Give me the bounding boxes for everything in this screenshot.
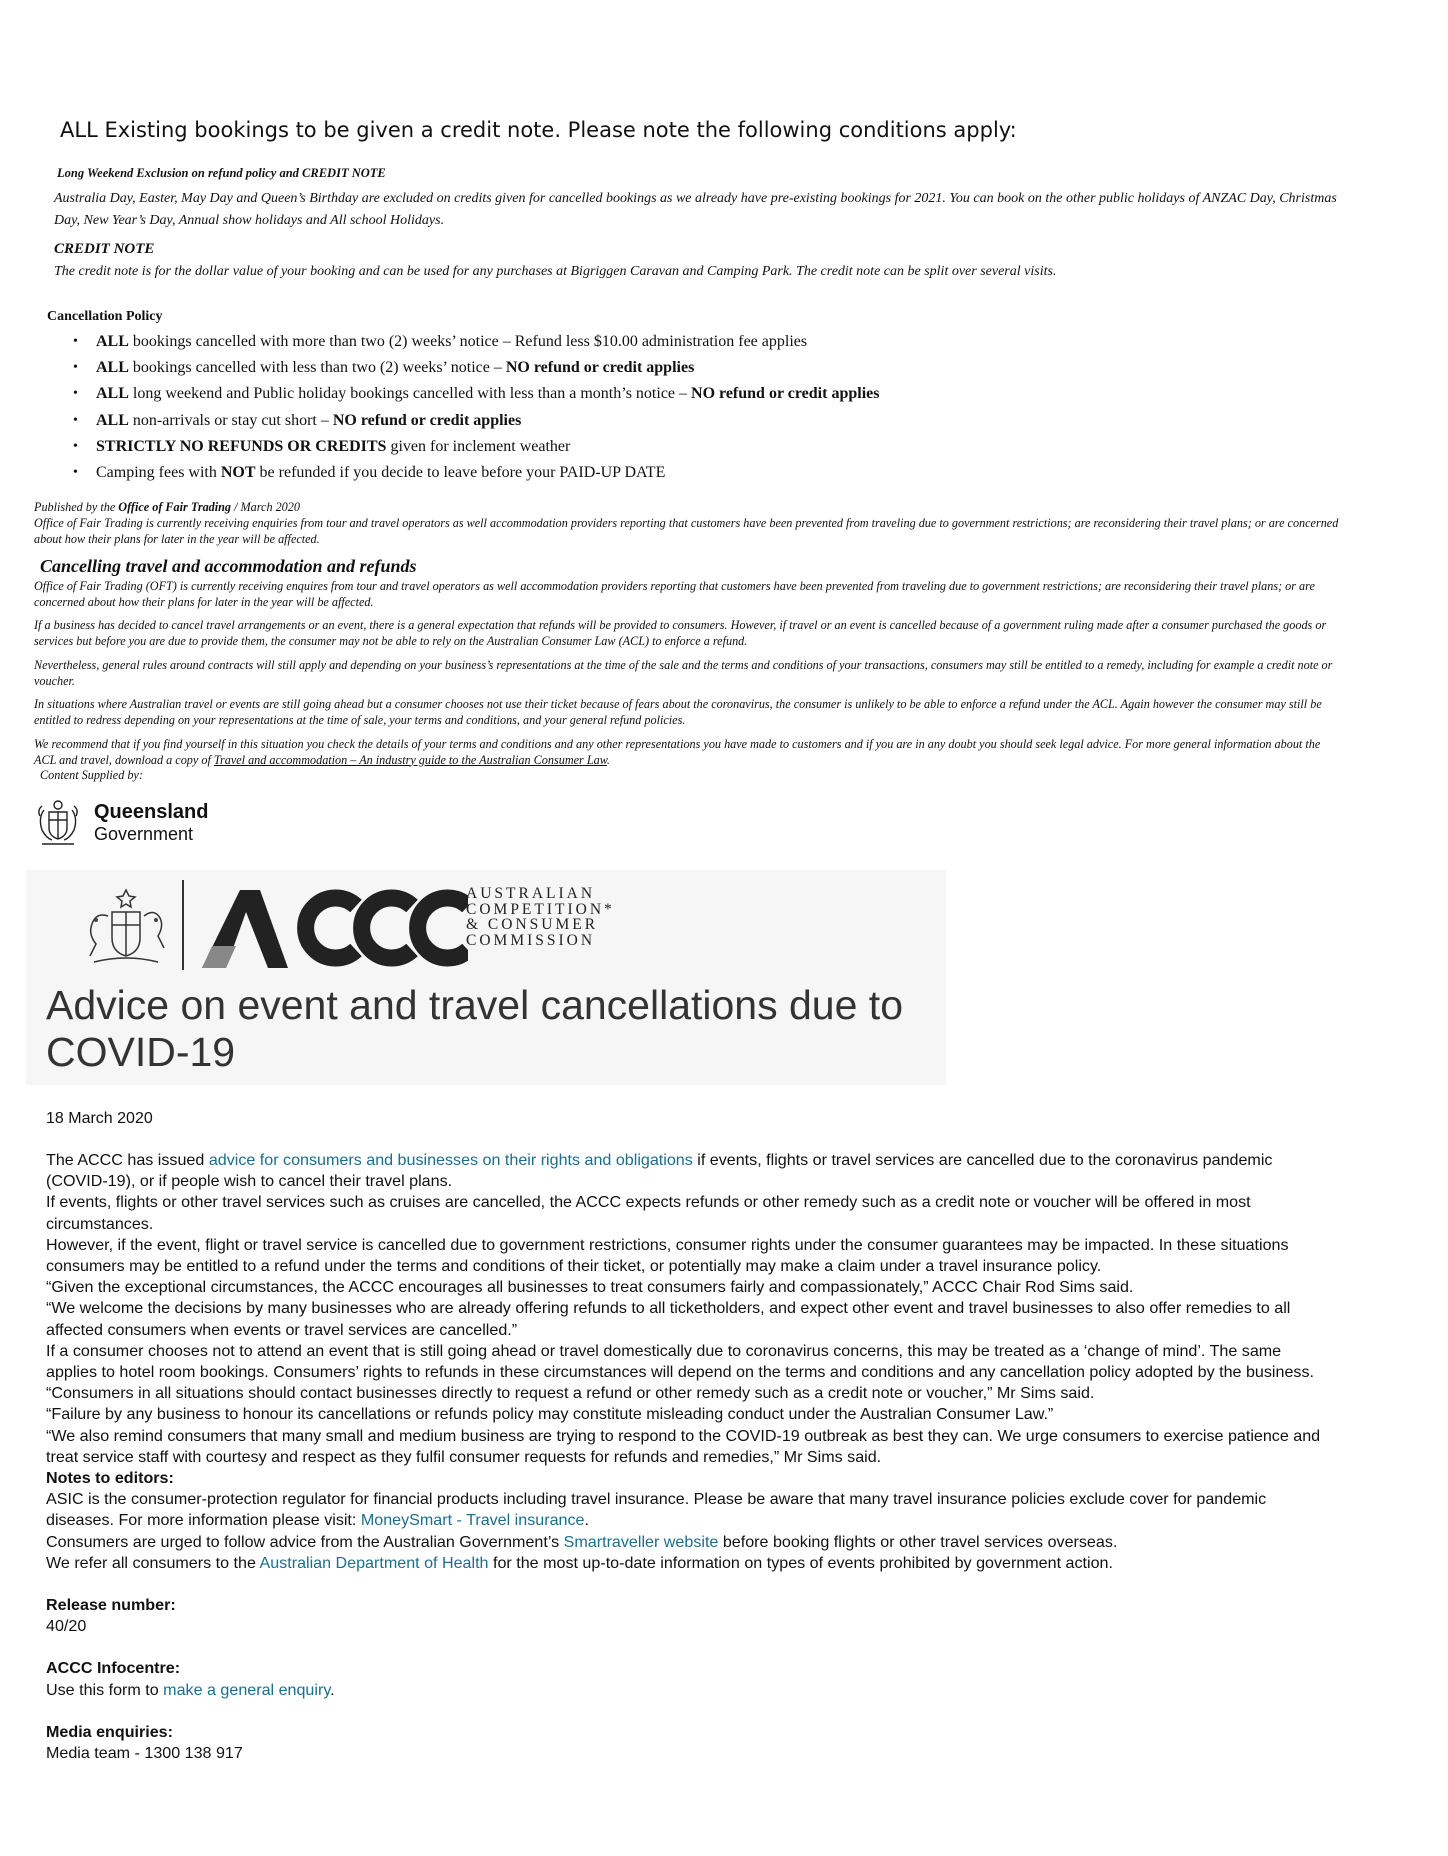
- article-body: [46, 1150, 1336, 1764]
- credit-note-body: The credit note is for the dollar value of your booking and can be used for any purchases at Bigriggen Caravan and Camping Park. The credit note can be split over several visits.: [54, 264, 1057, 279]
- accc-logo-mark: [200, 876, 468, 980]
- coat-of-arms-icon: [78, 886, 174, 972]
- media-enquiries-heading: Media enquiries:: [46, 1722, 173, 1741]
- article-paragraph: If events, flights or other travel services such as cruises are cancelled, the ACCC expects refunds or other remedy such as a credit note or voucher will be offered in most circumstances.: [46, 1193, 1251, 1233]
- article-paragraph: “We also remind consumers that many small and medium business are trying to respond to the COVID-19 outbreak as best they can. We urge consumers to exercise patience and treat service staff with courtesy and respect as they fulfil consumer requests for refunds and remedies,” Mr Sims said.: [46, 1426, 1321, 1466]
- article-paragraph: ASIC is the consumer-protection regulator for financial products including travel insurance. Please be aware that many travel insurance policies exclude cover for pandemic diseases. For more information please visit: MoneySmart - Travel insurance.: [46, 1490, 1267, 1530]
- oft-paragraph: Office of Fair Trading (OFT) is currently receiving enquires from tour and travel operators as well accommodation providers reporting that customers have been prevented from traveling due to government restrictions; are reconsidering their travel plans; or are concerned about how their plans for later in the year will be affected.: [34, 579, 1315, 609]
- list-item: • ALL non-arrivals or stay cut short – NO refund or credit applies: [96, 408, 879, 434]
- accc-article-title: Advice on event and travel cancellations due to COVID-19: [46, 982, 903, 1075]
- article-paragraph: We refer all consumers to the Australian Department of Health for the most up-to-date information on types of events prohibited by government action.: [46, 1553, 1113, 1572]
- article-paragraph: If a consumer chooses not to attend an event that is still going ahead or travel domestically due to coronavirus concerns, this may be treated as a ‘change of mind’. The same applies to hotel room bookings. Consumers’ rights to refunds in these circumstances will depend on the terms and conditions and any cancellation policy adopted by the business.: [46, 1341, 1314, 1382]
- media-enquiries-value: Media team - 1300 138 917: [46, 1744, 243, 1763]
- oft-paragraph: We recommend that if you find yourself in this situation you check the details of your terms and conditions and any other representations you have made to customers and if you are in any doubt you should seek legal advice. For more general information about the ACL and travel, download a copy of Travel and accommodation – An industry guide to the Australian Consumer Law.: [34, 737, 1321, 767]
- article-paragraph: “We welcome the decisions by many businesses who are already offering refunds to all ticketholders, and expect other event and travel businesses to also offer remedies to all affected consumers when events or travel services are cancelled.”: [46, 1299, 1291, 1339]
- general-enquiry-link[interactable]: make a general enquiry: [163, 1680, 331, 1699]
- infocentre-text: Use this form to make a general enquiry.: [46, 1680, 335, 1699]
- oft-paragraph: In situations where Australian travel or events are still going ahead but a consumer chooses not use their ticket because of fears about the coronavirus, the consumer is unlikely to be able to enforce a refund under the ACL. Again however the consumer may still be entitled to redress depending on your representations at the time of sale, your terms and conditions, and your general refund policies.: [34, 697, 1322, 727]
- release-number-value: 40/20: [46, 1617, 87, 1636]
- accc-name: AUSTRALIAN COMPETITION* & CONSUMER COMMISSION: [466, 885, 615, 949]
- qld-logo-line1: Queensland: [94, 801, 209, 823]
- long-weekend-title: Long Weekend Exclusion on refund policy and CREDIT NOTE: [57, 166, 386, 180]
- list-item: • ALL bookings cancelled with more than two (2) weeks’ notice – Refund less $10.00 administration fee applies: [96, 329, 879, 355]
- moneysmart-link[interactable]: MoneySmart - Travel insurance: [360, 1511, 585, 1530]
- oft-paragraph: Nevertheless, general rules around contracts will still apply and depending on your business’s representations at the time of the sale and the terms and conditions of your transactions, consumers may still be entitled to a remedy, including for example a credit note or voucher.: [34, 658, 1333, 688]
- release-number-heading: Release number:: [46, 1596, 176, 1615]
- published-line: Published by the Office of Fair Trading / March 2020: [34, 500, 300, 514]
- logo-divider: [182, 880, 184, 970]
- accc-header: [26, 870, 946, 1085]
- department-of-health-link[interactable]: Australian Department of Health: [259, 1553, 489, 1572]
- list-item: • ALL long weekend and Public holiday bookings cancelled with less than a month’s notice – NO refund or credit applies: [96, 381, 879, 407]
- article-paragraph: However, if the event, flight or travel service is cancelled due to government restrictions, consumer rights under the consumer guarantees may be impacted. In these situations consumers may be entitled to a refund under the terms and conditions of their ticket, or potentially may make a claim under a travel insurance policy.: [46, 1235, 1289, 1276]
- cancellation-policy-title: Cancellation Policy: [47, 309, 163, 324]
- oft-paragraph: If a business has decided to cancel travel arrangements or an event, there is a general expectation that refunds will be provided to consumers. However, if travel or an event is cancelled because of a government ruling made after a consumer purchased the goods or services but before you are due to provide them, the consumer may not be able to rely on the Australian Consumer Law (ACL) to enforce a refund.: [34, 618, 1327, 648]
- smartraveller-link[interactable]: Smartraveller website: [563, 1532, 719, 1551]
- article-paragraph: “Given the exceptional circumstances, the ACCC encourages all businesses to treat consumers fairly and compassionately,” ACCC Chair Rod Sims said.: [46, 1278, 1134, 1297]
- qld-logo-line2: Government: [94, 824, 194, 844]
- long-weekend-body: Australia Day, Easter, May Day and Queen’s Birthday are excluded on credits given for cancelled bookings as we already have pre-existing bookings for 2021. You can book on the other public holidays of ANZAC Day, Christmas Day, New Year’s Day, Annual show holidays and All school Holidays.: [54, 191, 1337, 228]
- article-date: 18 March 2020: [46, 1110, 153, 1127]
- cancellation-policy-list: [96, 329, 879, 486]
- article-paragraph: The ACCC has issued advice for consumers and businesses on their rights and obligations if events, flights or travel services are cancelled due to the coronavirus pandemic (COVID-19), or if people wish to cancel their travel plans.: [46, 1151, 1273, 1191]
- consumer-advice-link[interactable]: advice for consumers and businesses on their rights and obligations: [208, 1151, 693, 1169]
- list-item: • ALL bookings cancelled with less than two (2) weeks’ notice – NO refund or credit applies: [96, 355, 879, 381]
- notes-heading: Notes to editors:: [46, 1469, 174, 1488]
- queensland-government-logo: [34, 796, 209, 848]
- industry-guide-link[interactable]: Travel and accommodation – An industry guide to the Australian Consumer Law: [213, 752, 607, 767]
- infocentre-heading: ACCC Infocentre:: [46, 1659, 181, 1678]
- list-item: • Camping fees with NOT be refunded if you decide to leave before your PAID-UP DATE: [96, 460, 879, 486]
- article-paragraph: Consumers are urged to follow advice from the Australian Government’s Smartraveller website before booking flights or other travel services overseas.: [46, 1532, 1118, 1551]
- queensland-crest-icon: [34, 796, 82, 848]
- published-body: Office of Fair Trading is currently receiving enquiries from tour and travel operators as well accommodation providers reporting that customers have been prevented from traveling due to government restrictions; are reconsidering their travel plans; or are concerned about how their plans for later in the year will be affected.: [34, 516, 1339, 546]
- credit-note-title: CREDIT NOTE: [54, 241, 155, 257]
- page-headline: ALL Existing bookings to be given a credit note. Please note the following conditions apply:: [60, 118, 1017, 142]
- content-supplied-label: Content Supplied by:: [40, 768, 143, 782]
- article-paragraph: “Consumers in all situations should contact businesses directly to request a refund or other remedy such as a credit note or voucher,” Mr Sims said.: [46, 1384, 1095, 1403]
- cancelling-travel-title: Cancelling travel and accommodation and refunds: [40, 556, 417, 576]
- article-paragraph: “Failure by any business to honour its cancellations or refunds policy may constitute misleading conduct under the Australian Consumer Law.”: [46, 1405, 1054, 1424]
- list-item: • STRICTLY NO REFUNDS OR CREDITS given for inclement weather: [96, 434, 879, 460]
